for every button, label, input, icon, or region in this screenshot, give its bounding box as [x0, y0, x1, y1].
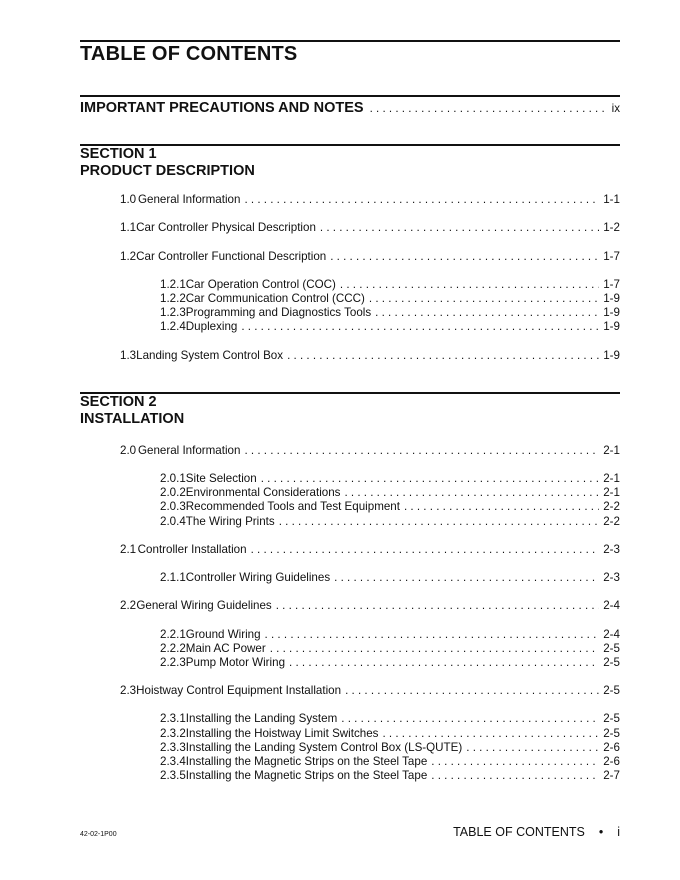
entry-number: 2.0.2: [160, 486, 186, 499]
entry-number: 2.2.3: [160, 656, 186, 669]
section-2-heading: [80, 394, 184, 428]
toc-entry[interactable]: [160, 642, 620, 656]
entry-number: 2.1: [120, 543, 137, 556]
entry-label: Car Controller Physical Description: [136, 221, 316, 234]
entry-label: Environmental Considerations: [185, 486, 341, 499]
entry-page: 2-5: [603, 727, 620, 740]
entry-page: 2-6: [603, 755, 620, 768]
entry-number: 2.2.2: [160, 642, 186, 655]
dot-leader: [340, 278, 599, 292]
dot-leader: [466, 741, 599, 755]
entry-number: 1.1: [120, 221, 137, 234]
dot-leader: [241, 320, 599, 334]
section-1-heading: [80, 146, 255, 180]
dot-leader: [345, 684, 599, 698]
entry-label: Duplexing: [185, 320, 238, 333]
dot-leader: [251, 543, 600, 557]
dot-leader: [341, 712, 599, 726]
entry-label: Car Controller Functional Description: [136, 250, 327, 263]
dot-leader: [404, 500, 599, 514]
footer-page-number: i: [617, 825, 620, 839]
dot-leader: [375, 306, 599, 320]
entry-number: 2.3: [120, 684, 137, 697]
dot-leader: [382, 727, 599, 741]
entry-page: 1-2: [603, 221, 620, 234]
toc-entry[interactable]: [120, 684, 620, 698]
entry-page: 2-1: [603, 472, 620, 485]
entry-page: 2-2: [603, 515, 620, 528]
entry-label: Installing the Landing System Control Box (LS-QUTE): [185, 741, 463, 754]
footer-section: TABLE OF CONTENTS: [453, 825, 585, 839]
dot-leader: [334, 571, 599, 585]
dot-leader: [431, 755, 599, 769]
entry-page: 1-7: [603, 278, 620, 291]
dot-leader: [369, 292, 599, 306]
entry-page: 2-3: [603, 543, 620, 556]
entry-number: 2.2: [120, 599, 137, 612]
entry-label: Installing the Magnetic Strips on the Steel Tape: [185, 769, 428, 782]
toc-entry[interactable]: [160, 320, 620, 334]
entry-label: Installing the Hoistway Limit Switches: [185, 727, 379, 740]
dot-leader: [370, 102, 608, 115]
entry-page: 2-1: [603, 444, 620, 457]
toc-entry[interactable]: [160, 486, 620, 500]
entry-label: Hoistway Control Equipment Installation: [136, 684, 342, 697]
entry-number: 1.0: [120, 193, 137, 206]
entry-page: 1-9: [603, 306, 620, 319]
toc-entry[interactable]: [120, 193, 620, 207]
toc-entry[interactable]: [160, 306, 620, 320]
toc-entry[interactable]: [160, 292, 620, 306]
entry-number: 2.0.1: [160, 472, 186, 485]
entry-number: 2.3.2: [160, 727, 186, 740]
toc-entry[interactable]: [160, 500, 620, 514]
dot-leader: [320, 221, 599, 235]
entry-page: 2-1: [603, 486, 620, 499]
entry-label: General Information: [137, 444, 241, 457]
toc-entry[interactable]: [120, 349, 620, 363]
toc-entry[interactable]: [160, 472, 620, 486]
dot-leader: [289, 656, 599, 670]
entry-page: 1-9: [603, 320, 620, 333]
document-number: 42-02-1P00: [80, 831, 117, 838]
toc-entry[interactable]: [160, 712, 620, 726]
entry-number: 1.2.3: [160, 306, 186, 319]
entry-label: General Wiring Guidelines: [136, 599, 272, 612]
toc-entry[interactable]: [160, 755, 620, 769]
entry-label: The Wiring Prints: [185, 515, 275, 528]
toc-entry[interactable]: [160, 656, 620, 670]
entry-number: 2.0: [120, 444, 137, 457]
entry-label: Programming and Diagnostics Tools: [185, 306, 372, 319]
toc-entry[interactable]: [160, 571, 620, 585]
entry-label: Controller Wiring Guidelines: [185, 571, 331, 584]
toc-entry[interactable]: [120, 444, 620, 458]
toc-entry[interactable]: [160, 769, 620, 783]
entry-number: 1.2.1: [160, 278, 186, 291]
entry-label: Car Communication Control (CCC): [185, 292, 365, 305]
entry-label: Controller Installation: [137, 543, 247, 556]
section-title: INSTALLATION: [80, 411, 185, 427]
entry-page: 2-6: [603, 741, 620, 754]
entry-number: 1.3: [120, 349, 137, 362]
entry-number: 2.0.4: [160, 515, 186, 528]
precautions-rule: [80, 95, 620, 97]
entry-page: 2-5: [603, 684, 620, 697]
entry-number: 2.3.4: [160, 755, 186, 768]
entry-page: 2-5: [603, 712, 620, 725]
footer-bullet: •: [598, 825, 604, 839]
toc-entry[interactable]: [120, 250, 620, 264]
toc-entry[interactable]: [120, 221, 620, 235]
dot-leader: [261, 472, 600, 486]
dot-leader: [330, 250, 599, 264]
dot-leader: [244, 444, 599, 458]
entry-page: 2-5: [603, 656, 620, 669]
dot-leader: [276, 599, 600, 613]
entry-page: 1-9: [603, 292, 620, 305]
dot-leader: [244, 193, 599, 207]
entry-label: Ground Wiring: [185, 628, 261, 641]
entry-label: Site Selection: [185, 472, 257, 485]
toc-entry-precautions[interactable]: [80, 98, 620, 116]
dot-leader: [270, 642, 600, 656]
section-title: PRODUCT DESCRIPTION: [80, 163, 255, 179]
entry-label: Installing the Magnetic Strips on the Steel Tape: [185, 755, 428, 768]
entry-label: Landing System Control Box: [136, 349, 284, 362]
dot-leader: [344, 486, 599, 500]
entry-number: 2.3.5: [160, 769, 186, 782]
entry-label: IMPORTANT PRECAUTIONS AND NOTES: [80, 100, 364, 116]
entry-page: 2-3: [603, 571, 620, 584]
dot-leader: [265, 628, 600, 642]
top-rule: [80, 40, 620, 42]
entry-page: 2-5: [603, 642, 620, 655]
toc-entry[interactable]: [160, 741, 620, 755]
entry-page: 2-4: [603, 628, 620, 641]
entry-number: 2.1.1: [160, 571, 186, 584]
dot-leader: [287, 349, 599, 363]
toc-entry[interactable]: [160, 628, 620, 642]
entry-page: 2-2: [603, 500, 620, 513]
entry-page: ix: [611, 102, 620, 115]
page-title: TABLE OF CONTENTS: [80, 43, 298, 65]
entry-label: Recommended Tools and Test Equipment: [185, 500, 400, 513]
toc-entry[interactable]: [160, 515, 620, 529]
entry-label: Main AC Power: [185, 642, 266, 655]
page-footer: [453, 825, 620, 839]
entry-number: 1.2.4: [160, 320, 186, 333]
toc-entry[interactable]: [160, 278, 620, 292]
entry-number: 2.3.1: [160, 712, 186, 725]
entry-page: 1-7: [603, 250, 620, 263]
entry-number: 2.0.3: [160, 500, 186, 513]
entry-label: General Information: [137, 193, 241, 206]
entry-number: 2.2.1: [160, 628, 186, 641]
section-number: SECTION 2: [80, 394, 157, 410]
entry-page: 1-1: [603, 193, 620, 206]
entry-number: 2.3.3: [160, 741, 186, 754]
entry-label: Pump Motor Wiring: [185, 656, 286, 669]
dot-leader: [431, 769, 599, 783]
section-number: SECTION 1: [80, 146, 157, 162]
entry-number: 1.2.2: [160, 292, 186, 305]
entry-page: 2-4: [603, 599, 620, 612]
entry-label: Car Operation Control (COC): [185, 278, 336, 291]
entry-number: 1.2: [120, 250, 137, 263]
toc-entry[interactable]: [120, 543, 620, 557]
toc-entry[interactable]: [120, 599, 620, 613]
entry-page: 2-7: [603, 769, 620, 782]
dot-leader: [279, 515, 600, 529]
entry-page: 1-9: [603, 349, 620, 362]
toc-entry[interactable]: [160, 727, 620, 741]
entry-label: Installing the Landing System: [185, 712, 338, 725]
